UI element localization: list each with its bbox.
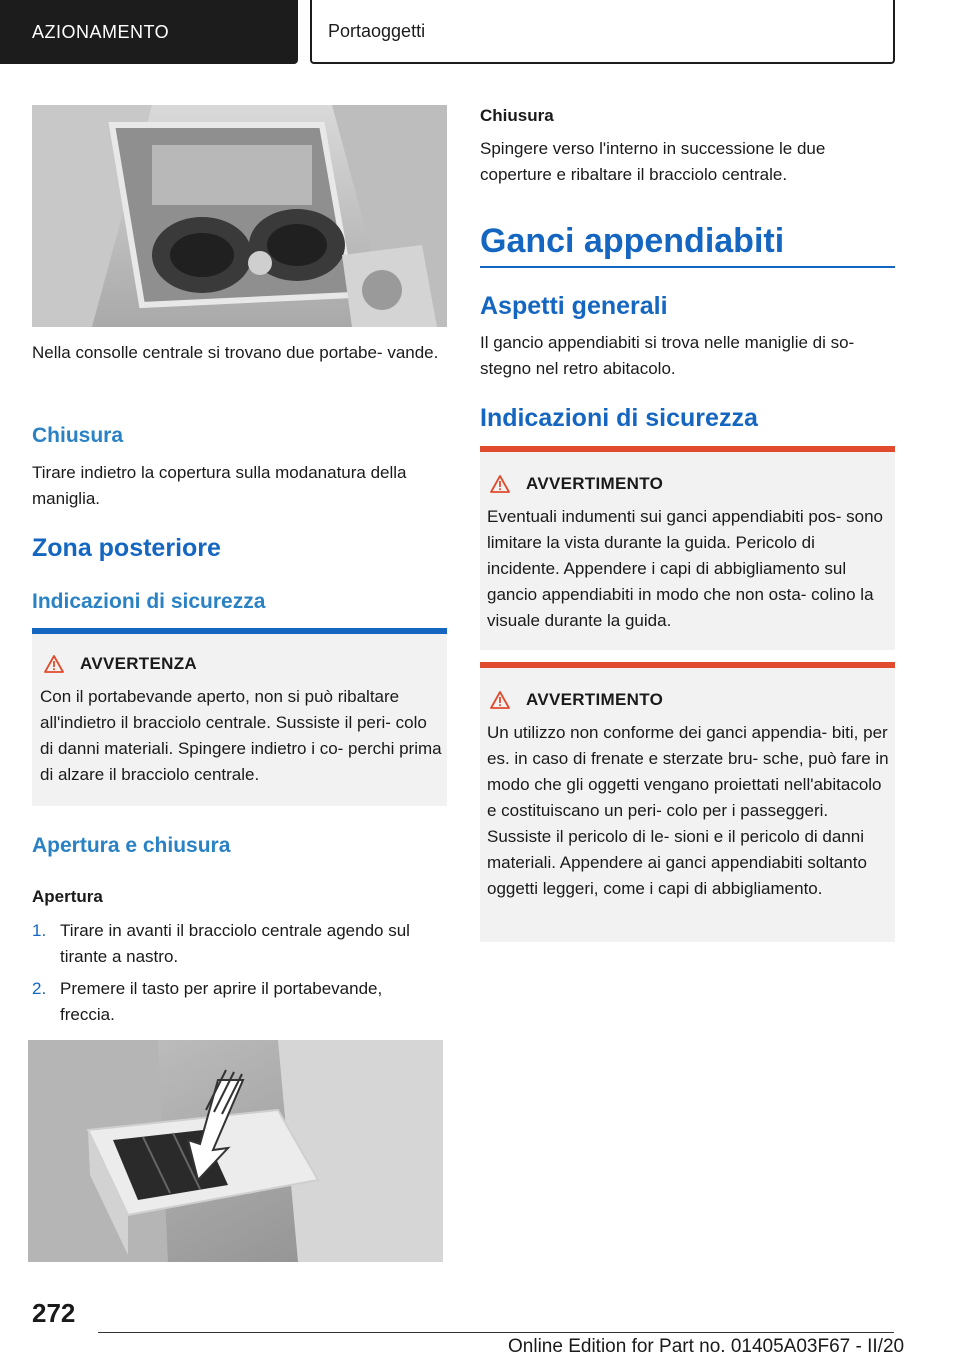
step-number: 1.: [32, 921, 47, 940]
cupholder-illustration: [32, 105, 447, 327]
cupholder-image: [32, 105, 447, 327]
section-title: AZIONAMENTO: [32, 21, 170, 42]
edition-text: Online Edition for Part no. 01405A03F67 - II/20: [508, 1336, 905, 1357]
topic-tab: [310, 0, 895, 64]
step-2: [32, 976, 442, 1028]
hooks-rule: [480, 266, 895, 268]
warning-2-text: Un utilizzo non conforme dei ganci appendia- biti, per es. in caso di frenate e sterzate bru- sche, può fare in modo che gli oggetti vengano proiettati nell'abitacolo e costituiscano un peri- colo per i passeggeri. Sussiste il pericolo di le- sioni e il pericolo di danni materiali. Appendere ai ganci appendiabiti soltanto oggetti leggeri, come i capi di abbigliamento.: [487, 723, 889, 898]
step-1: [32, 918, 442, 970]
general-heading: Aspetti generali: [480, 292, 668, 320]
open-subheading: Apertura: [32, 887, 103, 906]
section-tab: [0, 0, 298, 64]
intro-text: Nella consolle centrale si trovano due portabe- vande.: [32, 343, 439, 362]
notice-label: AVVERTENZA: [80, 654, 197, 673]
right-safety-heading: Indicazioni di sicurezza: [480, 404, 758, 432]
warning-triangle-icon: [490, 475, 510, 493]
right-closing-subheading: Chiusura: [480, 106, 554, 125]
hooks-heading: Ganci appendiabiti: [480, 222, 785, 260]
notice-header: [44, 654, 197, 674]
step-text: Premere il tasto per aprire il portabevande, freccia.: [60, 979, 383, 1024]
warning-1-header: [490, 474, 663, 494]
closing-text: Tirare indietro la copertura sulla modanatura della maniglia.: [32, 463, 407, 508]
warning-triangle-icon: [490, 691, 510, 709]
notice-text: Con il portabevande aperto, non si può ribaltare all'indietro il bracciolo centrale. Sussiste il peri- colo di danni materiali. Spingere indietro i co- perchi prima di alzare il bracciolo centrale.: [40, 687, 442, 784]
rear-heading: Zona posteriore: [32, 534, 221, 562]
step-text: Tirare in avanti il bracciolo centrale agendo sul tirante a nastro.: [60, 921, 410, 966]
open-close-heading: Apertura e chiusura: [32, 834, 231, 857]
warning-1-text: Eventuali indumenti sui ganci appendiabiti pos- sono limitare la vista durante la guida. Pericolo di incidente. Appendere i capi di abbigliamento sul gancio appendiabiti in modo che non osta- colino la visuale durante la guida.: [487, 507, 883, 630]
warning-triangle-icon: [44, 655, 64, 673]
warning-2-header: [490, 690, 663, 710]
warning-2-label: AVVERTIMENTO: [526, 690, 664, 709]
page-number: 272: [32, 1298, 76, 1328]
general-text: Il gancio appendiabiti si trova nelle maniglie di so- stegno nel retro abitacolo.: [480, 333, 855, 378]
footer-rule: [98, 1332, 894, 1333]
armrest-image: [28, 1040, 443, 1262]
closing-heading: Chiusura: [32, 424, 124, 447]
armrest-illustration: [28, 1040, 443, 1262]
warning-1-label: AVVERTIMENTO: [526, 474, 664, 493]
left-safety-heading: Indicazioni di sicurezza: [32, 590, 266, 613]
step-number: 2.: [32, 979, 47, 998]
right-closing-text: Spingere verso l'interno in successione le due coperture e ribaltare il bracciolo centrale.: [480, 139, 826, 184]
topic-title: Portaoggetti: [328, 20, 426, 41]
